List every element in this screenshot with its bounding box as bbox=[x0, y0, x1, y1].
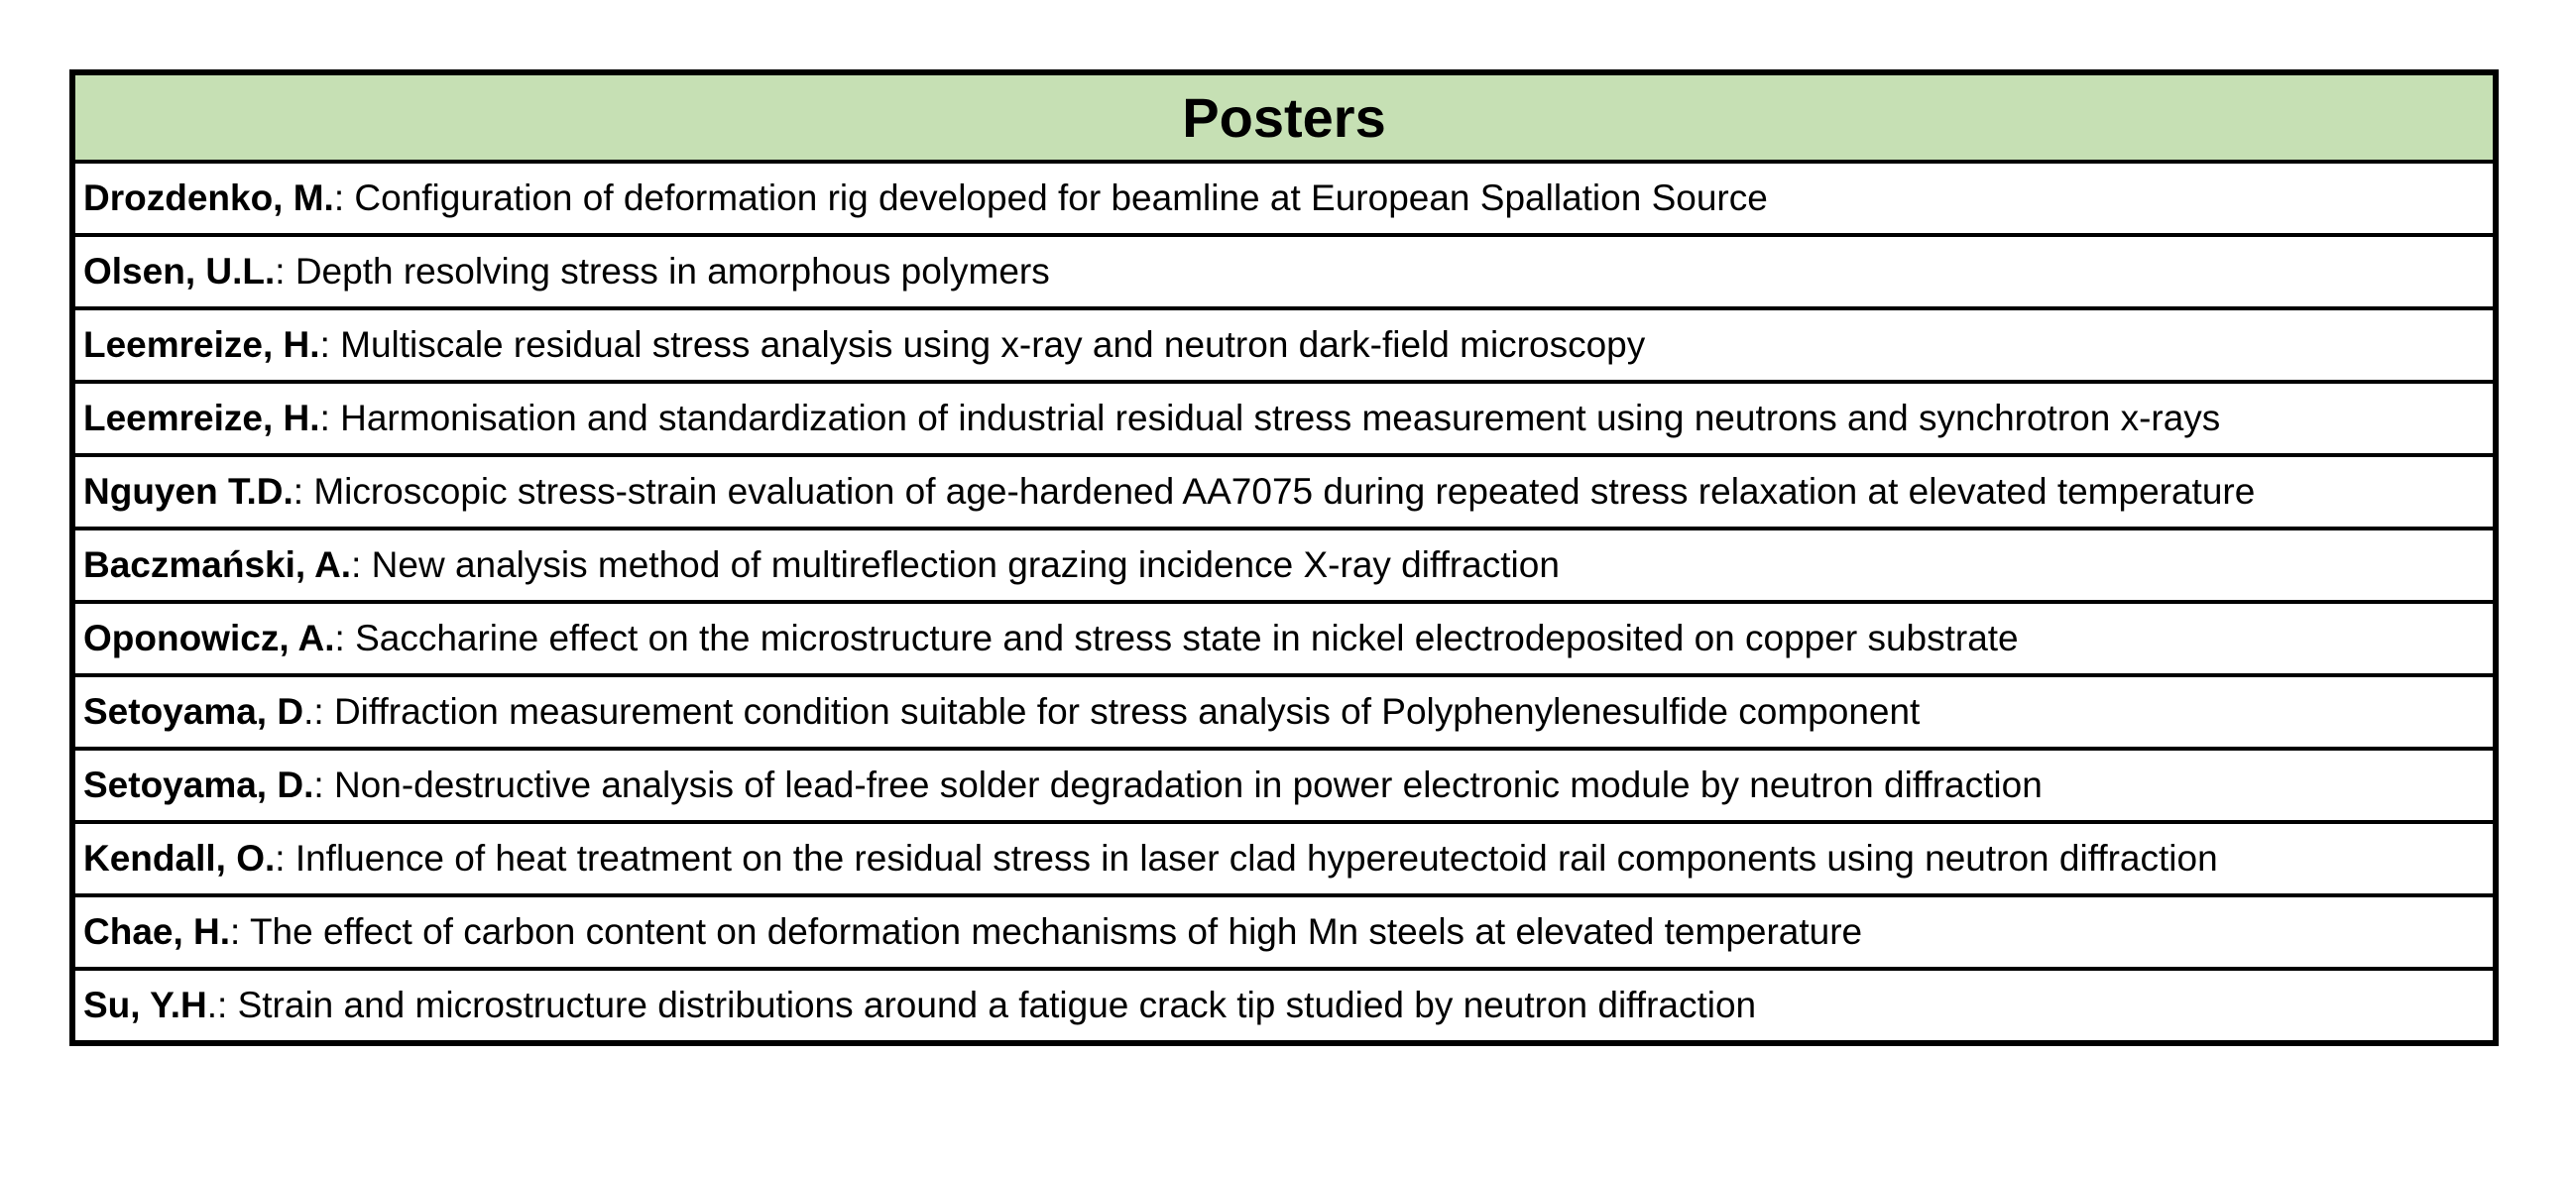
table-row bbox=[75, 384, 2493, 457]
row-author: Leemreize, H. bbox=[83, 398, 320, 438]
table-row bbox=[75, 751, 2493, 824]
row-author: Chae, H. bbox=[83, 911, 231, 952]
table-row bbox=[75, 604, 2493, 677]
row-title: Configuration of deformation rig developed for beamline at European Spallation Source bbox=[354, 177, 1768, 218]
row-title: Microscopic stress-strain evaluation of age-hardened AA7075 during repeated stress relaxation at elevated temperature bbox=[313, 471, 2256, 512]
row-separator: : bbox=[319, 398, 341, 438]
row-separator: : bbox=[319, 324, 341, 365]
row-separator: : bbox=[275, 838, 295, 879]
row-author: Oponowicz, A. bbox=[83, 618, 335, 658]
row-title: Harmonisation and standardization of industrial residual stress measurement using neutrons and synchrotron x-rays bbox=[340, 398, 2221, 438]
row-title: Non-destructive analysis of lead-free solder degradation in power electronic module by neutron diffraction bbox=[333, 765, 2043, 805]
row-separator: .: bbox=[303, 691, 334, 732]
row-title: Saccharine effect on the microstructure and stress state in nickel electrodeposited on copper substrate bbox=[355, 618, 2019, 658]
row-title: Strain and microstructure distributions around a fatigue crack tip studied by neutron diffraction bbox=[237, 985, 1757, 1025]
row-separator: : bbox=[313, 765, 334, 805]
row-author: Leemreize, H. bbox=[83, 324, 320, 365]
row-separator: : bbox=[351, 544, 372, 585]
table-row bbox=[75, 530, 2493, 604]
row-author: Setoyama, D bbox=[83, 691, 304, 732]
row-author: Olsen, U.L. bbox=[83, 251, 276, 292]
row-separator: : bbox=[293, 471, 314, 512]
row-separator: .: bbox=[206, 985, 238, 1025]
row-author: Nguyen T.D. bbox=[83, 471, 293, 512]
table-row bbox=[75, 824, 2493, 897]
row-title: The effect of carbon content on deformation mechanisms of high Mn steels at elevated temperature bbox=[249, 911, 1863, 952]
row-author: Drozdenko, M. bbox=[83, 177, 334, 218]
row-author: Setoyama, D. bbox=[83, 765, 314, 805]
table-title: Posters bbox=[75, 75, 2493, 164]
row-author: Su, Y.H bbox=[83, 985, 207, 1025]
posters-table bbox=[69, 69, 2499, 1046]
table-row bbox=[75, 164, 2493, 237]
row-title: Multiscale residual stress analysis using x-ray and neutron dark-field microscopy bbox=[340, 324, 1646, 365]
row-author: Kendall, O. bbox=[83, 838, 276, 879]
row-separator: : bbox=[333, 177, 355, 218]
row-separator: : bbox=[230, 911, 250, 952]
table-row bbox=[75, 310, 2493, 384]
row-author: Baczmański, A. bbox=[83, 544, 352, 585]
row-title: Depth resolving stress in amorphous polymers bbox=[294, 251, 1050, 292]
table-row bbox=[75, 457, 2493, 530]
row-separator: : bbox=[275, 251, 295, 292]
table-row bbox=[75, 971, 2493, 1040]
row-title: New analysis method of multireflection grazing incidence X-ray diffraction bbox=[371, 544, 1560, 585]
row-separator: : bbox=[334, 618, 356, 658]
table-row bbox=[75, 897, 2493, 971]
row-title: Influence of heat treatment on the residual stress in laser clad hypereutectoid rail components using neutron diffraction bbox=[294, 838, 2218, 879]
table-row bbox=[75, 237, 2493, 310]
table-row bbox=[75, 677, 2493, 751]
row-title: Diffraction measurement condition suitable for stress analysis of Polyphenylenesulfide component bbox=[333, 691, 1921, 732]
